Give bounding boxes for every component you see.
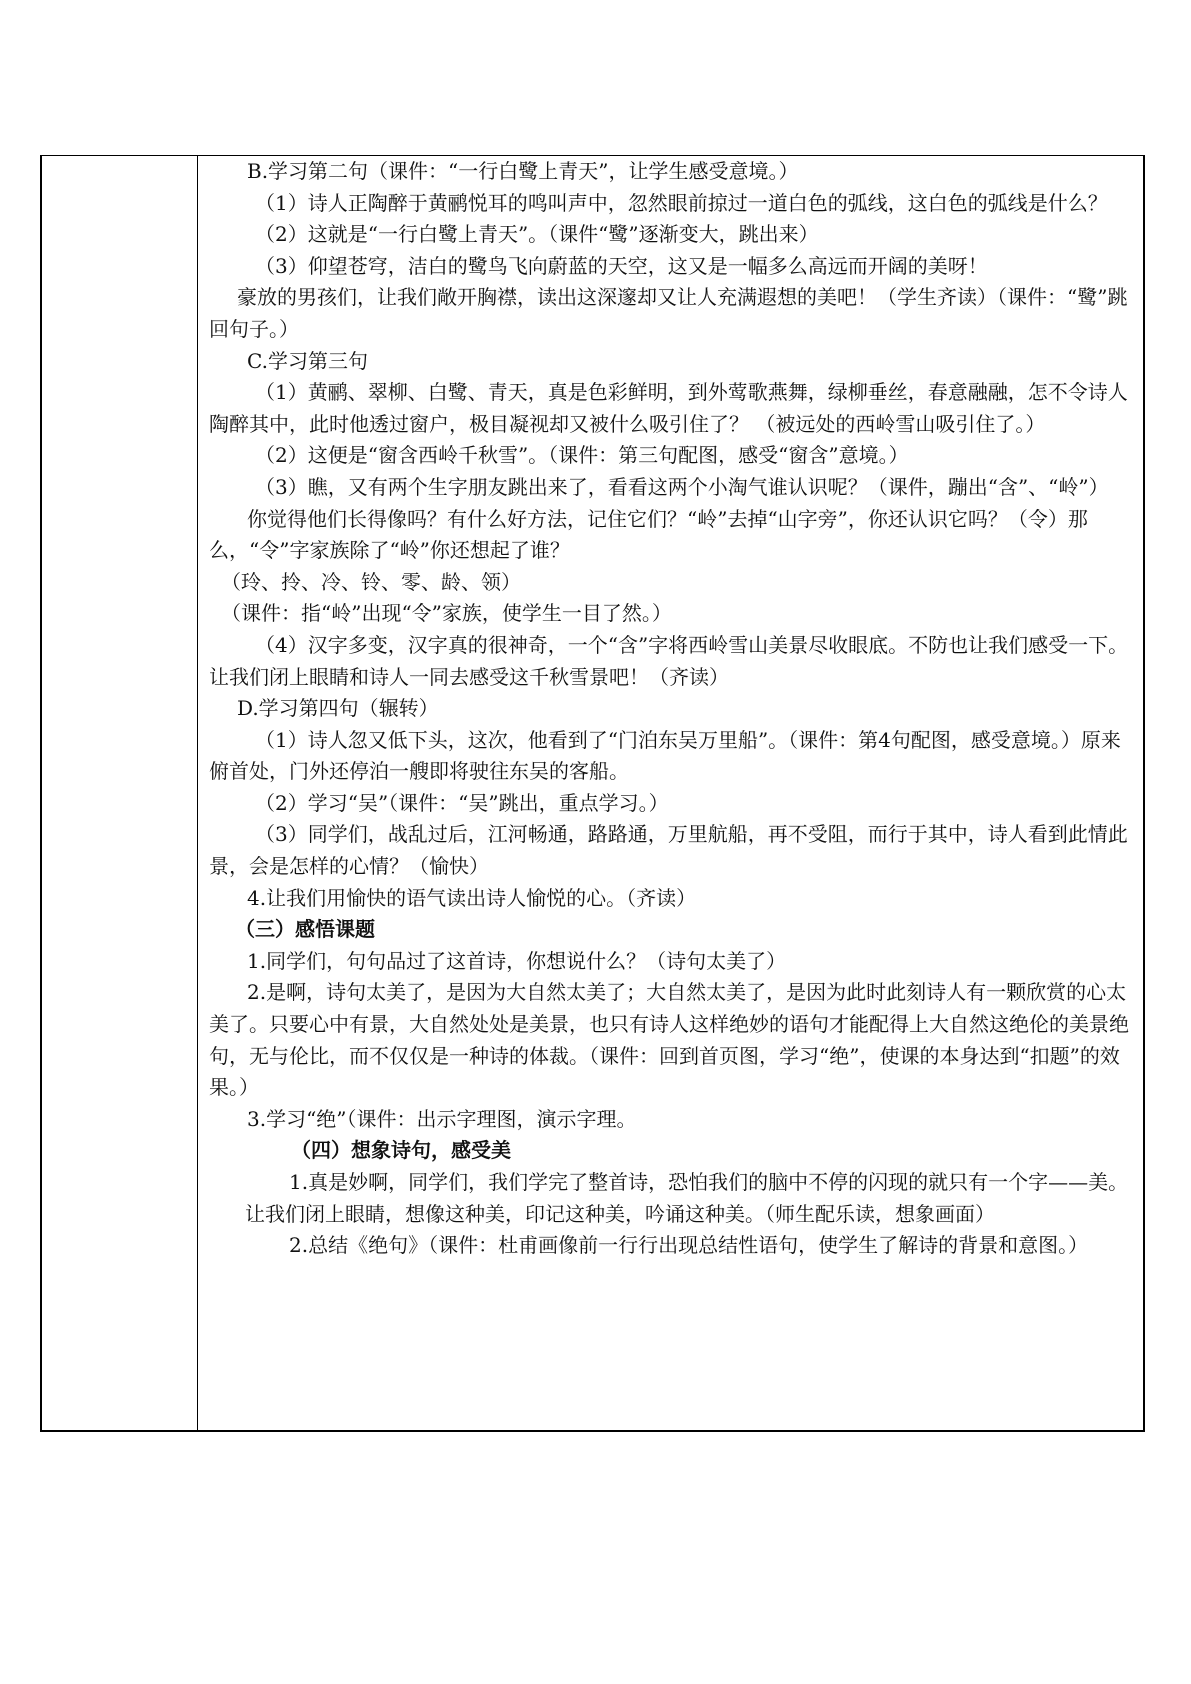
paragraph: （2）这就是“一行白鹭上青天”。（课件“鹭”逐渐变大，跳出来） [255,222,819,247]
section-c-heading: C.学习第三句 [247,348,368,373]
paragraph: （2）这便是“窗含西岭千秋雪”。（课件：第三句配图，感受“窗含”意境。） [255,443,909,468]
paragraph: （课件：指“岭”出现“令”家族，使学生一目了然。） [221,601,672,626]
section-4-heading: （四）想象诗句，感受美 [291,1138,511,1163]
section-d-heading: D.学习第四句（辗转） [237,696,439,721]
section-3-heading: （三）感悟课题 [235,917,375,942]
section-4-body [209,1167,1137,1262]
lesson-content [209,156,1137,1262]
paragraph: 1.真是妙啊，同学们，我们学完了整首诗，恐怕我们的脑中不停的闪现的就只有一个字——美。让我们闭上眼睛，想像这种美，印记这种美，吟诵这种美。（师生配乐读，想象画面） [245,1170,1129,1226]
column-divider [197,156,198,1430]
paragraph: （3）瞧，又有两个生字朋友跳出来了，看看这两个小淘气谁认识呢？（课件，蹦出“含”、“岭”） [255,474,1109,499]
paragraph: （1）诗人忽又低下头，这次，他看到了“门泊东吴万里船”。（课件：第4句配图，感受意境。）原来俯首处，门外还停泊一艘即将驶往东吴的客船。 [209,727,1121,784]
section-b-heading: B.学习第二句（课件：“一行白鹭上青天”，让学生感受意境。） [247,159,799,183]
paragraph: （3）同学们，战乱过后，江河畅通，路路通，万里航船，再不受阻，而行于其中，诗人看到此情此景，会是怎样的心情？（愉快） [209,822,1128,879]
lesson-table [40,155,1145,1432]
paragraph: （1）诗人正陶醉于黄鹂悦耳的鸣叫声中，忽然眼前掠过一道白色的弧线，这白色的弧线是什么？ [255,190,1108,215]
paragraph: 4.让我们用愉快的语气读出诗人愉悦的心。（齐读） [247,885,697,910]
paragraph: 你觉得他们长得像吗？有什么好方法，记住它们？“岭”去掉“山字旁”，你还认识它吗？（令）那么，“令”字家族除了“岭”你还想起了谁？ [209,506,1088,563]
paragraph: （玲、拎、冷、铃、零、龄、领） [221,569,521,594]
paragraph: 豪放的男孩们，让我们敞开胸襟，读出这深邃却又让人充满遐想的美吧！（学生齐读）（课件：“鹭”跳回句子。） [209,285,1128,341]
paragraph: （1）黄鹂、翠柳、白鹭、青天，真是色彩鲜明，到外莺歌燕舞，绿柳垂丝，春意融融，怎不令诗人陶醉其中，此时他透过窗户，极目凝视却又被什么吸引住了？ （被远处的西岭雪山吸引住了。） [209,380,1128,436]
paragraph: （3）仰望苍穹，洁白的鹭鸟飞向蔚蓝的天空，这又是一幅多么高远而开阔的美呀！ [255,253,988,278]
paragraph: 3.学习“绝”（课件：出示字理图，演示字理。 [247,1106,637,1131]
paragraph: （4）汉字多变，汉字真的很神奇，一个“含”字将西岭雪山美景尽收眼底。不防也让我们感受一下。让我们闭上眼睛和诗人一同去感受这千秋雪景吧！（齐读） [209,632,1129,689]
paragraph: 1.同学们，句句品过了这首诗，你想说什么？（诗句太美了） [247,948,787,973]
paragraph: 2.是啊，诗句太美了，是因为大自然太美了；大自然太美了，是因为此时此刻诗人有一颗欣赏的心太美了。只要心中有景，大自然处处是美景，也只有诗人这样绝妙的语句才能配得上大自然这绝伦的美景绝句，无与伦比，而不仅仅是一种诗的体裁。（课件：回到首页图，学习“绝”，使课的本身达到“扣题”的效果。） [209,980,1129,1100]
paragraph: 2.总结《绝句》（课件：杜甫画像前一行行出现总结性语句，使学生了解诗的背景和意图。） [289,1233,1089,1258]
paragraph: （2）学习“吴”（课件：“吴”跳出，重点学习。） [255,790,669,815]
